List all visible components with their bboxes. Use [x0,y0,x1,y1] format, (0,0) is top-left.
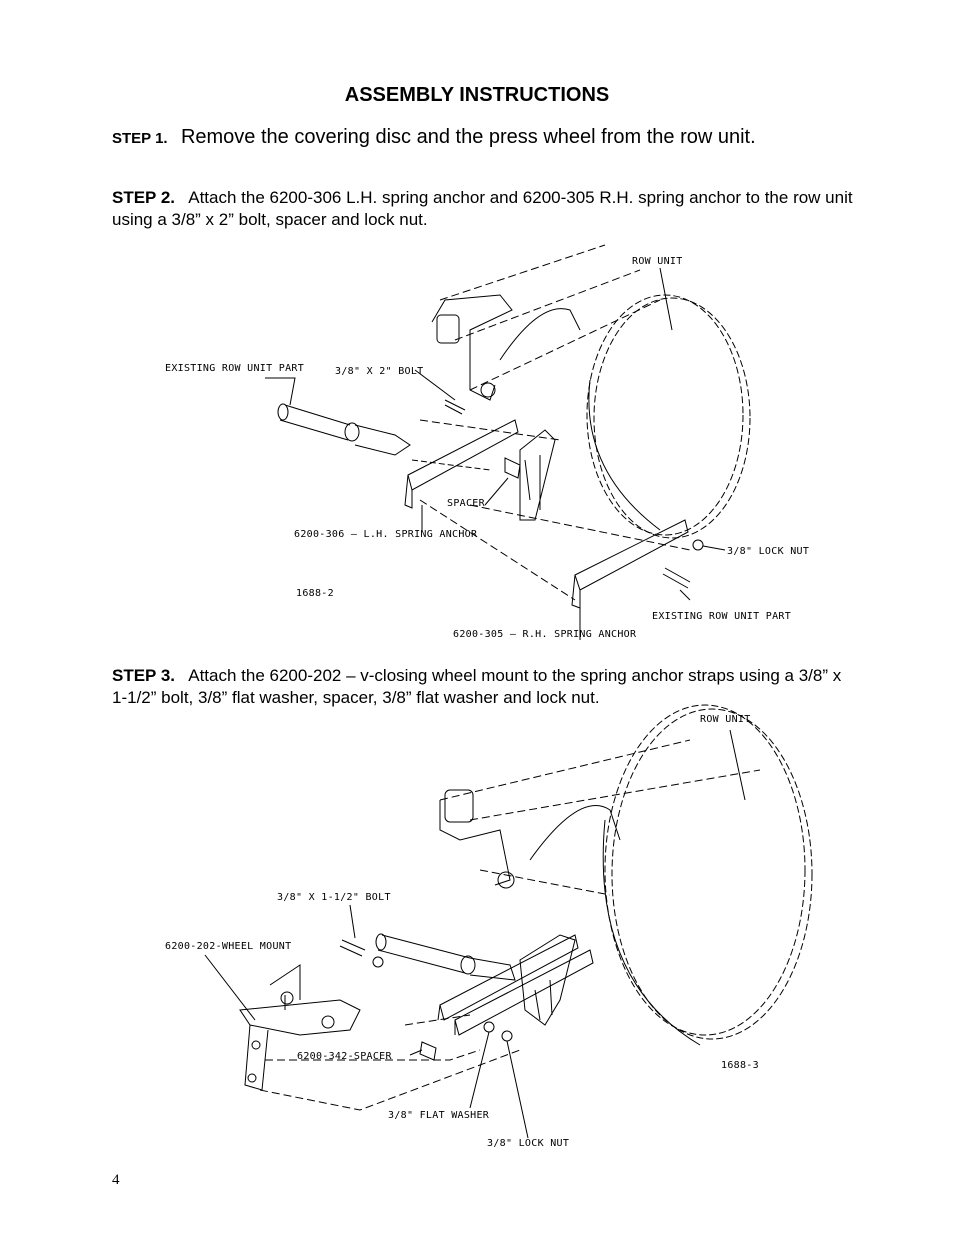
fig2-label-bolt: 3/8" X 1-1/2" BOLT [277,892,391,903]
step-2-label: STEP 2. [112,188,175,207]
fig2-label-fig-no: 1688-3 [721,1060,759,1071]
fig1-label-bolt: 3/8" X 2" BOLT [335,366,424,377]
fig2-label-wheel-mount: 6200-202-WHEEL MOUNT [165,941,292,952]
fig1-label-existing-part-bottom: EXISTING ROW UNIT PART [652,611,792,622]
step-3-text: Attach the 6200-202 – v-closing wheel mount to the spring anchor straps using a 3/8” x 1-1/2” bolt, 3/8” flat washer, spacer, 3/8” flat washer and lock nut. [112,666,842,707]
fig2-label-flat-washer: 3/8" FLAT WASHER [388,1110,490,1121]
fig1-label-fig-no: 1688-2 [296,588,334,599]
step-2-text: Attach the 6200-306 L.H. spring anchor and 6200-305 R.H. spring anchor to the row unit using a 3/8” x 2” bolt, spacer and lock nut. [112,188,853,229]
fig2-label-row-unit: ROW UNIT [700,714,751,725]
step-1-label: STEP 1. [112,130,168,147]
fig2-label-spacer: 6200-342-SPACER [297,1051,392,1062]
page-number: 4 [112,1172,120,1188]
fig1-label-existing-part-top: EXISTING ROW UNIT PART [165,363,305,374]
fig2-label-lock-nut: 3/8" LOCK NUT [487,1138,570,1149]
fig1-label-row-unit: ROW UNIT [632,256,683,267]
fig1-label-lock-nut: 3/8" LOCK NUT [727,546,810,557]
page-heading: ASSEMBLY INSTRUCTIONS [344,84,610,106]
fig1-label-rh-anchor: 6200-305 – R.H. SPRING ANCHOR [453,629,637,640]
step-3-label: STEP 3. [112,666,175,685]
step-1-text: Remove the covering disc and the press wheel from the row unit. [180,126,756,148]
fig1-label-spacer: SPACER [447,498,485,509]
fig1-label-lh-anchor: 6200-306 – L.H. SPRING ANCHOR [294,529,478,540]
